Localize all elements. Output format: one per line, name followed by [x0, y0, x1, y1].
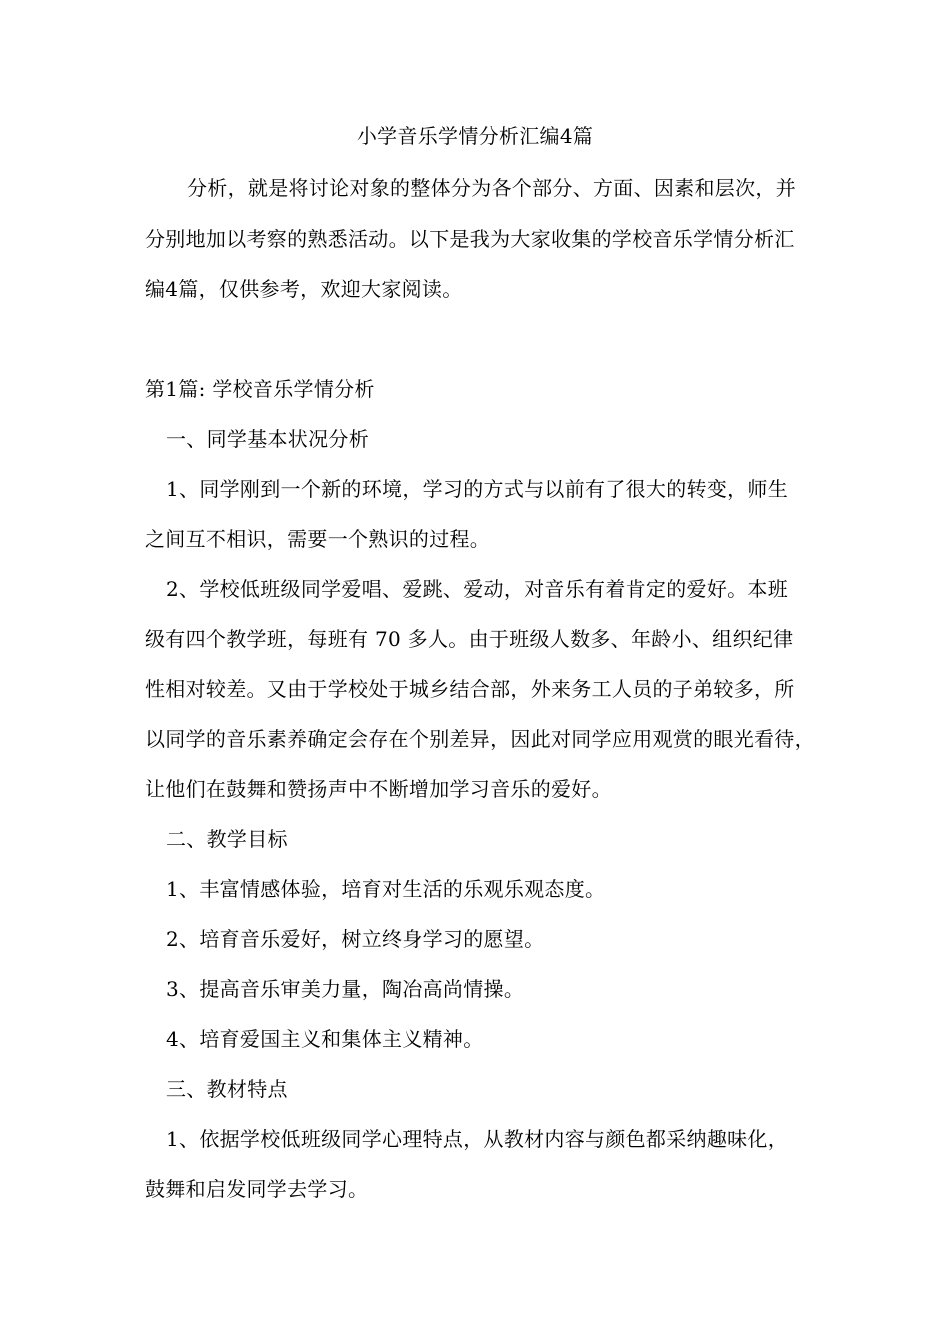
intro-line-2: 分别地加以考察的熟悉活动。以下是我为大家收集的学校音乐学情分析汇	[145, 227, 795, 251]
paragraph-line: 之间互不相识，需要一个熟识的过程。	[145, 527, 491, 551]
intro-line-3: 编4篇，仅供参考，欢迎大家阅读。	[145, 277, 463, 301]
goal-item: 1、丰富情感体验，培育对生活的乐观乐观态度。	[166, 877, 606, 901]
intro-line-1: 分析，就是将讨论对象的整体分为各个部分、方面、因素和层次，并	[187, 176, 796, 200]
paragraph-line: 性相对较差。又由于学校处于城乡结合部，外来务工人员的子弟较多，所	[145, 677, 795, 701]
goal-item: 3、提高音乐审美力量，陶冶高尚情操。	[166, 977, 525, 1001]
paragraph-line: 级有四个教学班，每班有 70 多人。由于班级人数多、年龄小、组织纪律	[145, 627, 794, 651]
heading-teaching-goals: 二、教学目标	[166, 827, 288, 851]
paragraph-line: 1、依据学校低班级同学心理特点，从教材内容与颜色都采纳趣味化，	[166, 1127, 789, 1151]
paragraph-line: 1、同学刚到一个新的环境，学习的方式与以前有了很大的转变，师生	[166, 477, 789, 501]
goal-item: 2、培育音乐爱好，树立终身学习的愿望。	[166, 927, 545, 951]
paragraph-line: 鼓舞和启发同学去学习。	[145, 1177, 369, 1201]
document-title: 小学音乐学情分析汇编4篇	[356, 124, 594, 148]
heading-student-situation: 一、同学基本状况分析	[166, 427, 369, 451]
paragraph-line: 以同学的音乐素养确定会存在个别差异，因此对同学应用观赏的眼光看待，	[145, 727, 815, 751]
paragraph-line: 让他们在鼓舞和赞扬声中不断增加学习音乐的爱好。	[145, 777, 612, 801]
heading-textbook-features: 三、教材特点	[166, 1077, 288, 1101]
section-title: 第1篇: 学校音乐学情分析	[145, 377, 375, 401]
goal-item: 4、培育爱国主义和集体主义精神。	[166, 1027, 484, 1051]
paragraph-line: 2、学校低班级同学爱唱、爱跳、爱动，对音乐有着肯定的爱好。本班	[166, 577, 789, 601]
